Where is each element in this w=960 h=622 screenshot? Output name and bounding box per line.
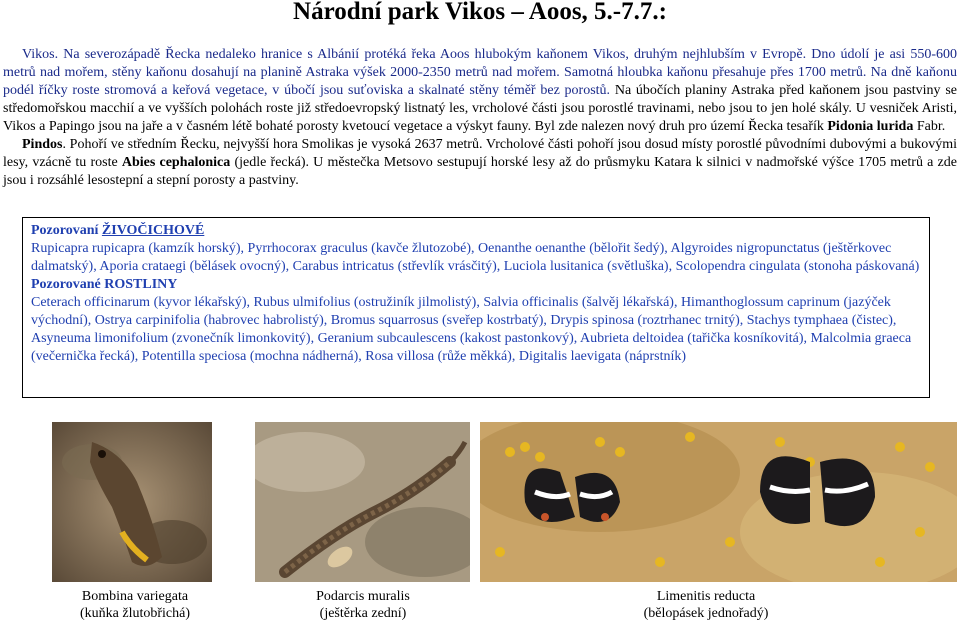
abies-species: Abies cephalonica xyxy=(121,155,231,170)
vikos-text: . Na severozápadě Řecka nedaleko hranice s Albánií protéká řeka Aoos hlubokým kaňonem Vikos, druhým nejhlubším v Evropě. Dno údolí je asi 550-600 metrů nad mořem, stěny kaňonu dosahují na planině Astraka výšek 2000-2350 metrů nad mořem. Samotná hloubka kaňonu přesahuje přes 1700 metrů. Na dně kaňonu podél říčky roste stromová a keřová vegetace, v úbočí jsou suťoviska a skalnaté stěny téměř bez porostů. xyxy=(3,47,957,98)
vikos-text-2: Na úbočích planiny Astraka před kaňonem jsou pastviny se středomořskou macchií a ve vyšších polohách roste již středoevropský listnatý les, vrcholové části jsou porostlé travinami, nebo jsou to jen holé skály. U vesniček Aristi, Vikos a Papingo jsou na jaře a v časném létě bohaté porosty kvetoucí vegetace a výskyt fauny. Byl zde nalezen nový druh pro území Řecka tesařík xyxy=(3,83,957,134)
caption-limenitis xyxy=(616,588,796,622)
caption-podarcis-latin: Podarcis muralis xyxy=(316,589,410,604)
caption-bombina xyxy=(60,588,210,622)
animals-list: Rupicapra rupicapra (kamzík horský), Pyrrhocorax graculus (kavče žlutozobé), Oenanthe oenanthe (bělořit šedý), Algyroides nigropunctatus (ještěrkovec dalmatský), Aporia crataegi (bělásek ovocný), Carabus intricatus (střevlík vrásčitý), Luciola lusitanica (světluška), Scolopendra cingulata (stonoha páskovaná) xyxy=(31,241,920,274)
photo-bombina xyxy=(52,422,212,582)
caption-podarcis-czech: (ještěrka zední) xyxy=(319,606,407,621)
photo-podarcis xyxy=(255,422,470,582)
pidonia-author: Fabr. xyxy=(913,119,946,134)
photo-limenitis xyxy=(480,422,957,582)
vikos-lead: Vikos xyxy=(22,47,55,62)
plants-list: Ceterach officinarum (kyvor lékařský), Rubus ulmifolius (ostružiník jilmolistý), Salvia officinalis (šalvěj lékařská), Himanthoglossum caprinum (jazýček východní), Ostrya carpinifolia (habrovec habrolistý), Bromus squarrosus (sveřep kostrbatý), Drypis spinosa (roztrhanec trnitý), Stachys tymphaea (čistec), Asyneuma limonifolium (zvonečník limonkovitý), Geranium subcaulescens (kakost pastonkový), Aubrieta deltoidea (tařička kosníkovitá), Malcolmia graeca (večernička řecká), Potentilla speciosa (mochna nádherná), Rosa villosa (růže měkká), Digitalis laevigata (náprstník) xyxy=(31,295,912,364)
caption-bombina-czech: (kuňka žlutobřichá) xyxy=(79,606,190,621)
paragraph-pindos xyxy=(3,136,957,190)
pindos-text: . Pohoří ve středním Řecku, nejvyšší hora Smolikas je vysoká 2637 metrů. Vrcholové části pohoří jsou dosud místy porostlé původními dubovými a bukovými lesy, vzácně tu roste xyxy=(3,137,957,170)
pidonia-species: Pidonia lurida xyxy=(827,119,914,134)
pindos-lead: Pindos xyxy=(22,137,63,152)
pindos-text-2: (jedle řecká). U městečka Metsovo sestupují horské lesy až do průsmyku Katara k silnici v nadmořské výšce 1705 metrů a zde jsou i rozsáhlé lesostepní a stepní porosty a pastviny. xyxy=(3,155,957,188)
caption-limenitis-czech: (bělopásek jednořadý) xyxy=(643,606,769,621)
caption-podarcis xyxy=(288,588,438,622)
animals-heading: Pozorovaní ŽIVOČICHOVÉ xyxy=(31,223,205,238)
caption-bombina-latin: Bombina variegata xyxy=(81,589,189,604)
page-title: Národní park Vikos – Aoos, 5.-7.7.: xyxy=(293,0,667,25)
plants-heading: Pozorované ROSTLINY xyxy=(31,277,178,292)
paragraph-vikos xyxy=(3,46,957,136)
observations-box xyxy=(22,217,930,398)
main-text xyxy=(3,46,957,190)
caption-limenitis-latin: Limenitis reducta xyxy=(656,589,756,604)
